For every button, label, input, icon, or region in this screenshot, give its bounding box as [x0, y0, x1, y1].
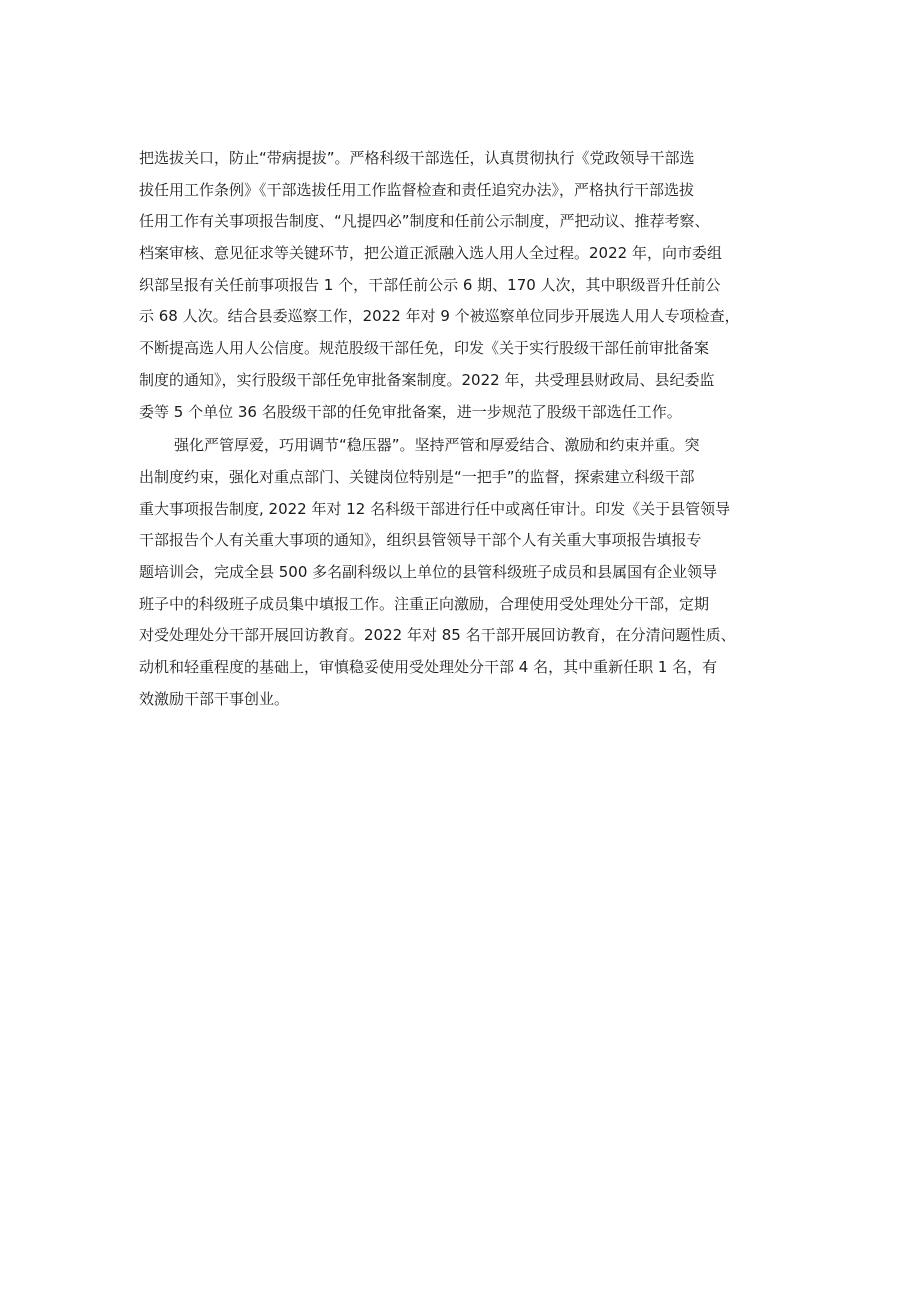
paragraph-line: 干部报告个人有关重大事项的通知》，组织县管领导干部个人有关重大事项报告填报专: [139, 531, 702, 550]
paragraph-line: 动机和轻重程度的基础上，审慎稳妥使用受处理处分干部 4 名，其中重新任职 1 名，有: [139, 658, 718, 676]
paragraph-line: 重大事项报告制度, 2022 年对 12 名科级干部进行任中或离任审计。印发《关于县管领导: [139, 499, 731, 518]
document-body: [139, 143, 799, 717]
paragraph-line: 对受处理处分干部开展回访教育。2022 年对 85 名干部开展回访教育，在分清问题性质、: [139, 626, 736, 645]
paragraph-line: 织部呈报有关任前事项报告 1 个，干部任前公示 6 期、170 人次，其中职级晋升任前公: [139, 275, 721, 294]
paragraph-2: [139, 430, 799, 715]
paragraph-line: 任用工作有关事项报告制度、“凡提四必”制度和任前公示制度，严把动议、推荐考察、: [139, 212, 710, 231]
paragraph-1: [139, 143, 799, 428]
paragraph-line: 把选拔关口，防止“带病提拔”。严格科级干部选任，认真贯彻执行《党政领导干部选: [139, 149, 695, 167]
paragraph-line: 档案审核、意见征求等关键环节，把公道正派融入选人用人全过程。2022 年，向市委组: [139, 244, 722, 263]
paragraph-line: 不断提高选人用人公信度。规范股级干部任免，印发《关于实行股级干部任前审批备案: [139, 339, 710, 358]
paragraph-line: 出制度约束，强化对重点部门、关键岗位特别是“一把手”的监督，探索建立科级干部: [139, 467, 695, 486]
paragraph-line: 委等 5 个单位 36 名股级干部的任免审批备案，进一步规范了股级干部选任工作。: [139, 402, 682, 421]
paragraph-line: 制度的通知》，实行股级干部任免审批备案制度。2022 年，共受理县财政局、县纪委监: [139, 370, 715, 389]
paragraph-line: 班子中的科级班子成员集中填报工作。注重正向激励，合理使用受处理处分干部，定期: [139, 594, 710, 613]
paragraph-line: 题培训会，完成全县 500 多名副科级以上单位的县管科级班子成员和县属国有企业领导: [139, 562, 718, 581]
paragraph-line: 强化严管厚爱，巧用调节“稳压器”。坚持严管和厚爱结合、激励和约束并重。突: [174, 436, 700, 455]
paragraph-line: 示 68 人次。结合县委巡察工作，2022 年对 9 个被巡察单位同步开展选人用人专项检查，: [139, 307, 740, 326]
paragraph-line: 拔任用工作条例》《干部选拔任用工作监督检查和责任追究办法》，严格执行干部选拔: [139, 180, 695, 199]
paragraph-line: 效激励干部干事创业。: [139, 689, 290, 708]
